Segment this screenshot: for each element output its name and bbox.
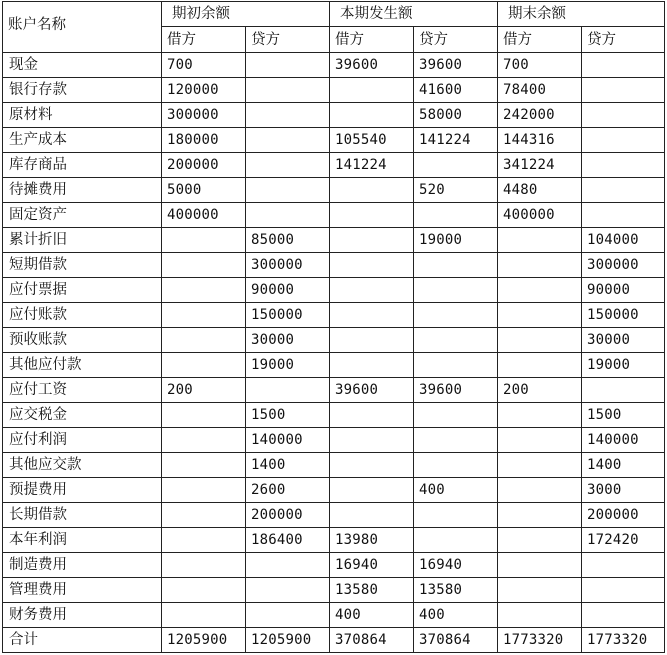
account-name-cell: 应付票据: [3, 278, 162, 303]
opening-debit-cell: [162, 453, 246, 478]
opening-debit-cell: 120000: [162, 78, 246, 103]
period-credit-cell: [414, 303, 498, 328]
table-body: [3, 53, 665, 653]
opening-debit-cell: 200: [162, 378, 246, 403]
period-debit-cell: [330, 303, 414, 328]
account-name-cell: 预收账款: [3, 328, 162, 353]
period-credit-cell: [414, 328, 498, 353]
closing-debit-cell: [498, 403, 582, 428]
account-name-cell: 长期借款: [3, 503, 162, 528]
header-row-groups: [3, 2, 665, 27]
total-row: [3, 628, 665, 653]
table-row: [3, 428, 665, 453]
closing-debit-cell: [498, 428, 582, 453]
closing-credit-cell: 300000: [582, 253, 665, 278]
opening-debit-cell: 1205900: [162, 628, 246, 653]
account-name-cell: 待摊费用: [3, 178, 162, 203]
period-credit-cell: [414, 353, 498, 378]
period-debit-cell: 39600: [330, 53, 414, 78]
opening-debit-cell: 700: [162, 53, 246, 78]
closing-credit-cell: [582, 553, 665, 578]
account-name-cell: 应付账款: [3, 303, 162, 328]
opening-credit-cell: 1400: [246, 453, 330, 478]
table-row: [3, 303, 665, 328]
closing-debit-cell: [498, 553, 582, 578]
period-credit-cell: [414, 428, 498, 453]
opening-debit-cell: [162, 403, 246, 428]
closing-credit-cell: [582, 578, 665, 603]
period-debit-cell: [330, 353, 414, 378]
opening-credit-cell: [246, 128, 330, 153]
opening-debit-cell: [162, 503, 246, 528]
period-credit-cell: 41600: [414, 78, 498, 103]
period-credit-cell: [414, 253, 498, 278]
header-period-debit: 借方: [330, 27, 414, 53]
period-credit-cell: [414, 153, 498, 178]
closing-debit-cell: [498, 278, 582, 303]
closing-credit-cell: [582, 203, 665, 228]
opening-debit-cell: [162, 528, 246, 553]
period-debit-cell: 39600: [330, 378, 414, 403]
opening-debit-cell: [162, 328, 246, 353]
opening-debit-cell: [162, 303, 246, 328]
closing-debit-cell: [498, 228, 582, 253]
opening-credit-cell: [246, 53, 330, 78]
opening-credit-cell: 19000: [246, 353, 330, 378]
closing-debit-cell: [498, 453, 582, 478]
opening-credit-cell: 186400: [246, 528, 330, 553]
opening-debit-cell: [162, 353, 246, 378]
account-name-cell: 财务费用: [3, 603, 162, 628]
table-row: [3, 528, 665, 553]
closing-credit-cell: [582, 53, 665, 78]
table-row: [3, 578, 665, 603]
closing-credit-cell: 140000: [582, 428, 665, 453]
table-row: [3, 603, 665, 628]
period-credit-cell: 39600: [414, 378, 498, 403]
period-debit-cell: [330, 478, 414, 503]
closing-credit-cell: [582, 103, 665, 128]
account-name-cell: 固定资产: [3, 203, 162, 228]
header-closing-balance: 期末余额: [498, 2, 665, 27]
opening-credit-cell: 200000: [246, 503, 330, 528]
opening-credit-cell: 300000: [246, 253, 330, 278]
period-debit-cell: [330, 503, 414, 528]
table-row: [3, 278, 665, 303]
closing-debit-cell: 4480: [498, 178, 582, 203]
closing-debit-cell: 242000: [498, 103, 582, 128]
closing-credit-cell: 1773320: [582, 628, 665, 653]
header-opening-balance: 期初余额: [162, 2, 330, 27]
closing-credit-cell: 1500: [582, 403, 665, 428]
opening-credit-cell: [246, 603, 330, 628]
closing-debit-cell: 78400: [498, 78, 582, 103]
period-debit-cell: 141224: [330, 153, 414, 178]
closing-credit-cell: [582, 178, 665, 203]
period-credit-cell: [414, 453, 498, 478]
period-debit-cell: 13980: [330, 528, 414, 553]
header-closing-credit: 贷方: [582, 27, 665, 53]
opening-debit-cell: [162, 278, 246, 303]
closing-debit-cell: 200: [498, 378, 582, 403]
opening-credit-cell: [246, 578, 330, 603]
period-debit-cell: [330, 203, 414, 228]
table-row: [3, 453, 665, 478]
opening-credit-cell: 30000: [246, 328, 330, 353]
period-debit-cell: 16940: [330, 553, 414, 578]
closing-credit-cell: 30000: [582, 328, 665, 353]
table-row: [3, 353, 665, 378]
table-row: [3, 203, 665, 228]
opening-debit-cell: [162, 603, 246, 628]
period-debit-cell: 13580: [330, 578, 414, 603]
closing-debit-cell: [498, 503, 582, 528]
period-credit-cell: [414, 528, 498, 553]
opening-credit-cell: [246, 378, 330, 403]
closing-credit-cell: [582, 378, 665, 403]
account-name-cell: 累计折旧: [3, 228, 162, 253]
closing-debit-cell: 700: [498, 53, 582, 78]
closing-debit-cell: 400000: [498, 203, 582, 228]
closing-debit-cell: [498, 478, 582, 503]
opening-credit-cell: 1500: [246, 403, 330, 428]
trial-balance-table: [2, 1, 665, 653]
header-opening-debit: 借方: [162, 27, 246, 53]
period-debit-cell: [330, 78, 414, 103]
opening-debit-cell: 300000: [162, 103, 246, 128]
table-row: [3, 253, 665, 278]
closing-debit-cell: 1773320: [498, 628, 582, 653]
table-row: [3, 128, 665, 153]
account-name-cell: 制造费用: [3, 553, 162, 578]
period-credit-cell: [414, 278, 498, 303]
period-debit-cell: [330, 103, 414, 128]
opening-debit-cell: [162, 228, 246, 253]
table-row: [3, 478, 665, 503]
closing-credit-cell: [582, 153, 665, 178]
opening-credit-cell: [246, 203, 330, 228]
closing-credit-cell: 172420: [582, 528, 665, 553]
table-row: [3, 153, 665, 178]
table-row: [3, 78, 665, 103]
account-name-cell: 库存商品: [3, 153, 162, 178]
period-credit-cell: [414, 503, 498, 528]
account-name-cell: 合计: [3, 628, 162, 653]
table-row: [3, 553, 665, 578]
closing-credit-cell: [582, 603, 665, 628]
opening-credit-cell: 1205900: [246, 628, 330, 653]
opening-debit-cell: 200000: [162, 153, 246, 178]
account-name-cell: 短期借款: [3, 253, 162, 278]
account-name-cell: 预提费用: [3, 478, 162, 503]
opening-credit-cell: 140000: [246, 428, 330, 453]
closing-debit-cell: [498, 353, 582, 378]
closing-credit-cell: 3000: [582, 478, 665, 503]
account-name-cell: 生产成本: [3, 128, 162, 153]
opening-debit-cell: [162, 553, 246, 578]
opening-debit-cell: 180000: [162, 128, 246, 153]
account-name-cell: 现金: [3, 53, 162, 78]
account-name-cell: 其他应付款: [3, 353, 162, 378]
period-debit-cell: [330, 253, 414, 278]
period-debit-cell: [330, 428, 414, 453]
account-name-cell: 本年利润: [3, 528, 162, 553]
period-credit-cell: [414, 403, 498, 428]
closing-credit-cell: 104000: [582, 228, 665, 253]
table-row: [3, 328, 665, 353]
opening-debit-cell: [162, 478, 246, 503]
table-row: [3, 378, 665, 403]
opening-debit-cell: [162, 428, 246, 453]
opening-credit-cell: 90000: [246, 278, 330, 303]
closing-credit-cell: 19000: [582, 353, 665, 378]
period-credit-cell: 39600: [414, 53, 498, 78]
opening-credit-cell: [246, 103, 330, 128]
closing-credit-cell: [582, 128, 665, 153]
period-credit-cell: 370864: [414, 628, 498, 653]
period-credit-cell: 400: [414, 478, 498, 503]
period-credit-cell: 520: [414, 178, 498, 203]
opening-credit-cell: 85000: [246, 228, 330, 253]
opening-credit-cell: [246, 178, 330, 203]
period-debit-cell: [330, 278, 414, 303]
closing-credit-cell: 200000: [582, 503, 665, 528]
header-current-period: 本期发生额: [330, 2, 498, 27]
period-credit-cell: 19000: [414, 228, 498, 253]
closing-debit-cell: [498, 303, 582, 328]
closing-debit-cell: 341224: [498, 153, 582, 178]
opening-debit-cell: [162, 253, 246, 278]
header-period-credit: 贷方: [414, 27, 498, 53]
closing-debit-cell: 144316: [498, 128, 582, 153]
account-name-cell: 应付工资: [3, 378, 162, 403]
closing-credit-cell: [582, 78, 665, 103]
period-credit-cell: 58000: [414, 103, 498, 128]
closing-debit-cell: [498, 528, 582, 553]
period-debit-cell: [330, 228, 414, 253]
account-name-cell: 银行存款: [3, 78, 162, 103]
closing-credit-cell: 150000: [582, 303, 665, 328]
table-row: [3, 53, 665, 78]
period-debit-cell: 105540: [330, 128, 414, 153]
opening-debit-cell: [162, 578, 246, 603]
account-name-cell: 管理费用: [3, 578, 162, 603]
table-row: [3, 503, 665, 528]
table-row: [3, 228, 665, 253]
period-credit-cell: 400: [414, 603, 498, 628]
table-row: [3, 103, 665, 128]
closing-credit-cell: 90000: [582, 278, 665, 303]
opening-debit-cell: 5000: [162, 178, 246, 203]
opening-credit-cell: [246, 78, 330, 103]
period-debit-cell: 400: [330, 603, 414, 628]
period-debit-cell: [330, 328, 414, 353]
opening-credit-cell: 2600: [246, 478, 330, 503]
header-closing-debit: 借方: [498, 27, 582, 53]
opening-credit-cell: [246, 553, 330, 578]
table-row: [3, 178, 665, 203]
table-header: [3, 2, 665, 53]
opening-debit-cell: 400000: [162, 203, 246, 228]
closing-debit-cell: [498, 328, 582, 353]
account-name-cell: 应付利润: [3, 428, 162, 453]
period-debit-cell: 370864: [330, 628, 414, 653]
account-name-cell: 应交税金: [3, 403, 162, 428]
closing-debit-cell: [498, 603, 582, 628]
account-name-cell: 原材料: [3, 103, 162, 128]
closing-credit-cell: 1400: [582, 453, 665, 478]
header-opening-credit: 贷方: [246, 27, 330, 53]
period-credit-cell: [414, 203, 498, 228]
period-credit-cell: 13580: [414, 578, 498, 603]
period-debit-cell: [330, 453, 414, 478]
closing-debit-cell: [498, 253, 582, 278]
period-credit-cell: 16940: [414, 553, 498, 578]
period-debit-cell: [330, 403, 414, 428]
opening-credit-cell: [246, 153, 330, 178]
account-name-cell: 其他应交款: [3, 453, 162, 478]
table-row: [3, 403, 665, 428]
closing-debit-cell: [498, 578, 582, 603]
opening-credit-cell: 150000: [246, 303, 330, 328]
period-debit-cell: [330, 178, 414, 203]
header-account-name: 账户名称: [3, 2, 162, 53]
period-credit-cell: 141224: [414, 128, 498, 153]
